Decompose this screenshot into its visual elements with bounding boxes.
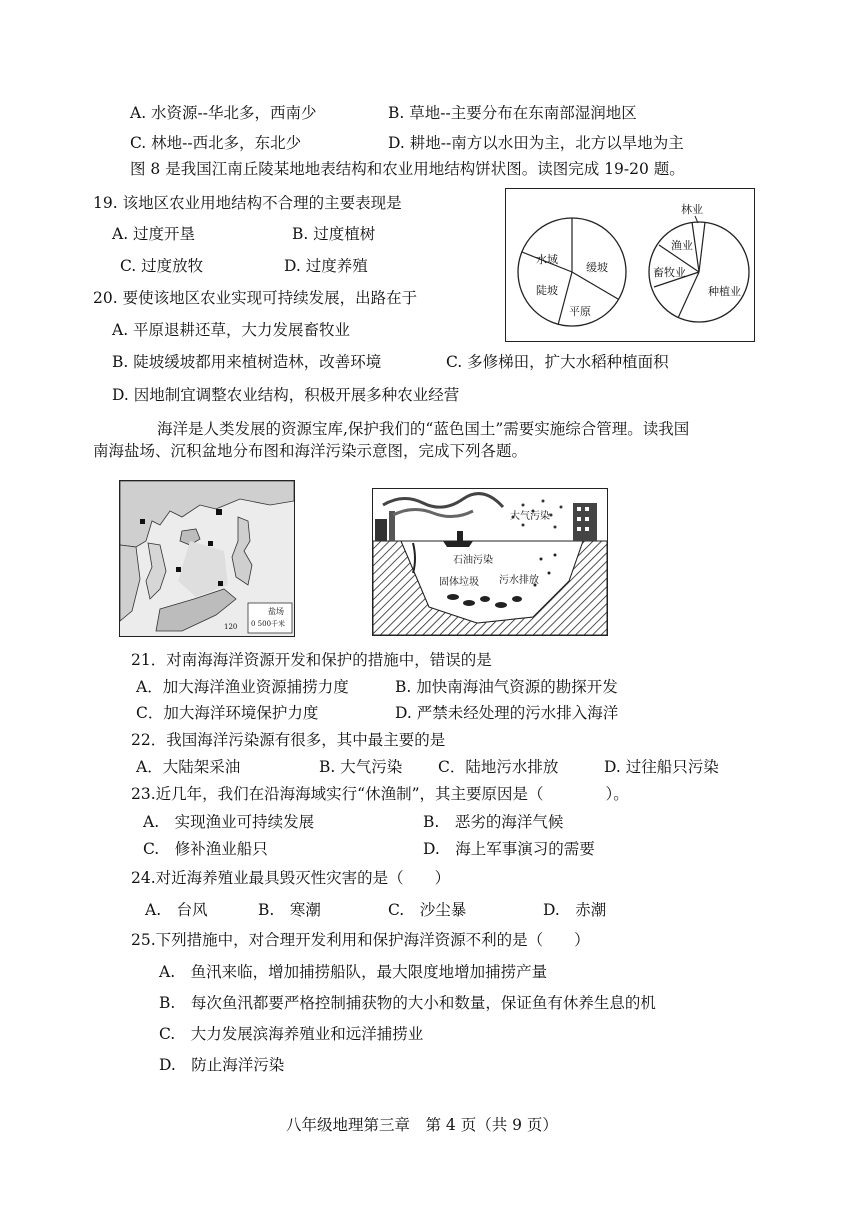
map-scale-label: 0 500千米 [251,620,286,628]
map-longitude-label: 120 [224,623,238,631]
q20-stem: 20. 要使该地区农业实现可持续发展，出路在于 [93,289,418,307]
q22-option-c: C．陆地污水排放 [438,758,559,776]
q25-option-a: A. 鱼汛来临，增加捕捞船队，最大限度地增加捕捞产量 [159,963,548,981]
pie-chart-figure [505,188,755,342]
q24-option-a: A. 台风 [145,901,208,919]
q22-option-a: A．大陆架采油 [136,758,241,776]
q23-option-a: A. 实现渔业可持续发展 [143,813,315,831]
q21-option-c: C．加大海洋环境保护力度 [136,704,319,722]
q18-option-b: B. 草地--主要分布在东南部湿润地区 [388,104,637,122]
q19-option-a: A. 过度开垦 [112,225,196,243]
q20-option-c: C. 多修梯田，扩大水稻种植面积 [446,353,669,371]
q18-option-c: C. 林地--西北多，东北少 [130,134,302,152]
q21-option-a: A．加大海洋渔业资源捕捞力度 [136,678,349,696]
ocean-intro-line1: 海洋是人类发展的资源宝库,保护我们的“蓝色国土”需要实施综合管理。读我国 [157,420,690,438]
pollution-label-sewage: 污水排放 [499,575,539,586]
q22-stem: 22．我国海洋污染源有很多，其中最主要的是 [131,731,446,749]
q22-option-b: B. 大气污染 [319,758,403,776]
page-footer: 八年级地理第三章 第 4 页（共 9 页） [286,1116,558,1134]
q18-option-d: D. 耕地--南方以水田为主，北方以旱地为主 [388,134,684,152]
q24-option-d: D. 赤潮 [543,901,607,919]
q23-option-d: D. 海上军事演习的需要 [423,840,595,858]
pollution-label-oil: 石油污染 [453,555,493,566]
q22-option-d: D. 过往船只污染 [604,758,719,776]
q21-option-b: B. 加快南海油气资源的勘探开发 [395,678,618,696]
q24-option-b: B. 寒潮 [258,901,321,919]
q23-option-b: B. 恶劣的海洋气候 [423,813,564,831]
q19-option-d: D. 过度养殖 [284,257,368,275]
pollution-label-air: 大气污染 [510,511,550,522]
map-legend-label: 盐场 [268,607,284,616]
q20-option-b: B. 陡坡缓坡都用来植树造林，改善环境 [112,353,382,371]
q21-option-d: D. 严禁未经处理的污水排入海洋 [395,704,619,722]
pie-label-water: 水域 [536,253,558,266]
pie-label-fishery: 渔业 [671,239,693,252]
pie-label-plain: 平原 [569,305,591,318]
q23-option-c: C. 修补渔业船只 [143,840,268,858]
q24-stem: 24.对近海养殖业最具毁灭性灾害的是（ ） [131,869,451,887]
q19-option-c: C. 过度放牧 [120,257,204,275]
pie-label-forestry: 林业 [681,203,703,216]
q19-option-b: B. 过度植树 [292,225,376,243]
pie-label-animal-husbandry: 畜牧业 [653,266,686,279]
pollution-label-solid-waste: 固体垃圾 [439,577,479,588]
q20-option-d: D. 因地制宜调整农业结构，积极开展多种农业经营 [112,386,460,404]
q25-option-c: C. 大力发展滨海养殖业和远洋捕捞业 [159,1025,424,1043]
q20-option-a: A. 平原退耕还草，大力发展畜牧业 [112,321,351,339]
q18-option-a: A. 水资源--华北多，西南少 [130,104,317,122]
south-china-sea-map [119,480,295,637]
q23-stem: 23.近几年，我们在沿海海域实行“休渔制”，其主要原因是（ ）。 [131,785,629,803]
q25-stem: 25.下列措施中，对合理开发利用和保护海洋资源不利的是（ ） [131,931,590,949]
q21-stem: 21．对南海海洋资源开发和保护的措施中，错误的是 [131,651,492,669]
q19-stem: 19. 该地区农业用地结构不合理的主要表现是 [93,194,402,212]
pie-label-crop-farming: 种植业 [708,285,741,298]
pie-label-steep-slope: 陡坡 [536,284,558,297]
ocean-pollution-diagram [372,488,608,636]
q25-option-b: B. 每次鱼汛都要严格控制捕获物的大小和数量，保证鱼有休养生息的机 [159,994,656,1012]
fig8-intro: 图 8 是我国江南丘陵某地地表结构和农业用地结构饼状图。读图完成 19-20 题。 [130,160,685,178]
ocean-intro-line2: 南海盐场、沉积盆地分布图和海洋污染示意图，完成下列各题。 [93,442,528,460]
pie-label-gentle-slope: 缓坡 [586,261,608,274]
q24-option-c: C. 沙尘暴 [388,901,467,919]
q25-option-d: D. 防止海洋污染 [159,1056,285,1074]
